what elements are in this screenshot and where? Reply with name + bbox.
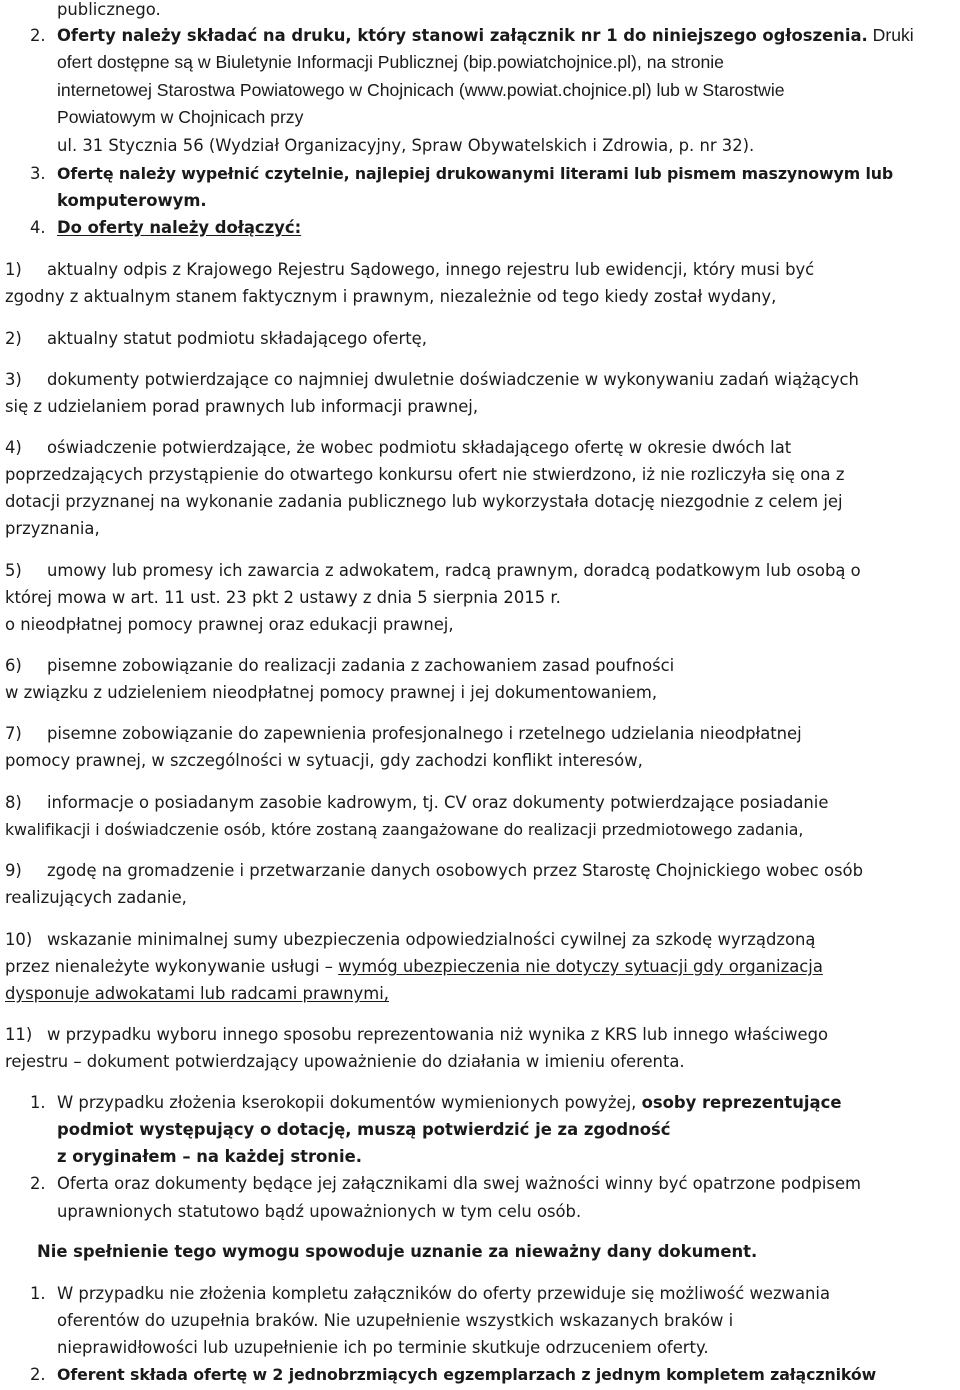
text-line: oferentów do uzupełnia braków. Nie uzupełnienie wszystkich wskazanych braków i <box>57 1311 734 1330</box>
attachment-4-line-1 <box>5 434 792 461</box>
text: dokumenty potwierdzające co najmniej dwuletnie doświadczenie w wykonywaniu zadań wiążących <box>47 370 859 389</box>
text-line: kwalifikacji i doświadczenie osób, które zostaną zaangażowane do realizacji przedmiotowego zadania, <box>5 820 804 839</box>
warning-text: Nie spełnienie tego wymogu spowoduje uznanie za nieważny dany dokument. <box>37 1242 758 1261</box>
attachment-3-line-1 <box>5 366 859 393</box>
text-line: publicznego. <box>57 0 161 19</box>
text-line: dotacji przyznanej na wykonanie zadania publicznego lub wykorzystała dotację niezgodnie z celem jej <box>5 492 843 511</box>
section-heading: Do oferty należy dołączyć: <box>57 218 302 237</box>
text: pisemne zobowiązanie do realizacji zadania z zachowaniem zasad poufności <box>47 656 675 675</box>
list-item-2-line-1 <box>30 22 914 49</box>
text-line: poprzedzających przystąpienie do otwartego konkursu ofert nie stwierdzono, iż nie rozliczyła się ona z <box>5 465 845 484</box>
text: oświadczenie potwierdzające, że wobec podmiotu składającego ofertę w okresie dwóch lat <box>47 438 792 457</box>
underlined-text: wymóg ubezpieczenia nie dotyczy sytuacji gdy organizacja <box>338 957 823 976</box>
bold-text: Oferent składa ofertę w 2 jednobrzmiących egzemplarzach z jednym kompletem załączników <box>57 1365 877 1384</box>
text: aktualny odpis z Krajowego Rejestru Sądowego, innego rejestru lub ewidencji, który musi być <box>47 260 815 279</box>
attachment-8-line-1 <box>5 789 829 816</box>
list-number: 7) <box>5 724 22 743</box>
note-1-line-1 <box>30 1280 830 1307</box>
underlined-text: dysponuje adwokatami lub radcami prawnymi, <box>5 984 389 1003</box>
attachment-2-line-1 <box>5 325 427 352</box>
text-line: ofert dostępne są w Biuletynie Informacji Publicznej (bip.powiatchojnice.pl), na stronie <box>57 52 724 72</box>
text-line: przyznania, <box>5 519 100 538</box>
text: aktualny statut podmiotu składającego ofertę, <box>47 329 427 348</box>
list-number: 3. <box>30 164 46 183</box>
list-number: 1. <box>30 1093 46 1112</box>
text: W przypadku złożenia kserokopii dokumentów wymienionych powyżej, <box>57 1093 642 1112</box>
list-item-4 <box>30 214 302 241</box>
list-number: 3) <box>5 370 22 389</box>
bold-text: osoby reprezentujące <box>641 1093 842 1112</box>
text-line: ul. 31 Stycznia 56 (Wydział Organizacyjny, Spraw Obywatelskich i Zdrowia, p. nr 32). <box>57 136 755 155</box>
text: Oferta oraz dokumenty będące jej załącznikami dla swej ważności winny być opatrzone podpisem <box>57 1174 862 1193</box>
list-number: 5) <box>5 561 22 580</box>
text-line: internetowej Starostwa Powiatowego w Chojnicach (www.powiat.chojnice.pl) lub w Starostwie <box>57 80 785 100</box>
text-line: o nieodpłatnej pomocy prawnej oraz edukacji prawnej, <box>5 615 454 634</box>
text-line: realizujących zadanie, <box>5 888 187 907</box>
attachment-10-line-1 <box>5 926 816 953</box>
text-line: Powiatowym w Chojnicach przy <box>57 107 304 127</box>
text-line: której mowa w art. 11 ust. 23 pkt 2 ustawy z dnia 5 sierpnia 2015 r. <box>5 588 561 607</box>
bold-text: komputerowym. <box>57 191 207 210</box>
list-number: 4. <box>30 218 46 237</box>
text: w przypadku wyboru innego sposobu reprezentowania niż wynika z KRS lub innego właściwego <box>47 1025 829 1044</box>
bold-text: z oryginałem – na każdej stronie. <box>57 1147 362 1166</box>
list-number: 10) <box>5 930 33 949</box>
text-line: się z udzielaniem porad prawnych lub informacji prawnej, <box>5 397 479 416</box>
note-1-line-1 <box>30 1089 842 1116</box>
text-line: w związku z udzieleniem nieodpłatnej pomocy prawnej i jej dokumentowaniem, <box>5 683 658 702</box>
attachment-6-line-1 <box>5 652 675 679</box>
list-number: 2) <box>5 329 22 348</box>
note-2-line-1 <box>30 1170 862 1197</box>
text-line: nieprawidłowości lub uzupełnienie ich po terminie skutkuje odrzuceniem oferty. <box>57 1338 709 1357</box>
list-number: 6) <box>5 656 22 675</box>
list-number: 1) <box>5 260 22 279</box>
list-number: 2. <box>30 1365 46 1384</box>
text-line: uprawnionych statutowo bądź upoważnionych w tym celu osób. <box>57 1202 582 1221</box>
text: umowy lub promesy ich zawarcia z adwokatem, radcą prawnym, doradcą podatkowym lub osobą o <box>47 561 861 580</box>
text: informacje o posiadanym zasobie kadrowym, tj. CV oraz dokumenty potwierdzające posiadanie <box>47 793 829 812</box>
text-line: pomocy prawnej, w szczególności w sytuacji, gdy zachodzi konflikt interesów, <box>5 751 643 770</box>
attachment-1-line-1 <box>5 256 815 283</box>
attachment-9-line-1 <box>5 857 863 884</box>
attachment-11-line-1 <box>5 1021 829 1048</box>
text: zgodę na gromadzenie i przetwarzanie danych osobowych przez Starostę Chojnickiego wobec osób <box>47 861 863 880</box>
bold-text: Oferty należy składać na druku, który stanowi załącznik nr 1 do niniejszego ogłoszenia. <box>57 26 868 45</box>
list-number: 9) <box>5 861 22 880</box>
list-number: 2. <box>30 1174 46 1193</box>
attachment-7-line-1 <box>5 720 802 747</box>
list-number: 8) <box>5 793 22 812</box>
text-line <box>5 953 823 980</box>
text: W przypadku nie złożenia kompletu załączników do oferty przewiduje się możliwość wezwania <box>57 1284 830 1303</box>
text-line: zgodny z aktualnym stanem faktycznym i prawnym, niezależnie od tego kiedy został wydany, <box>5 287 777 306</box>
list-item-3-line-1 <box>30 160 894 187</box>
bold-text: Ofertę należy wypełnić czytelnie, najlepiej drukowanymi literami lub pismem maszynowym lub <box>57 164 894 183</box>
note-2-line-1 <box>30 1361 877 1388</box>
text: Druki <box>867 25 914 45</box>
text: przez nienależyte wykonywanie usługi – <box>5 957 339 976</box>
text: wskazanie minimalnej sumy ubezpieczenia odpowiedzialności cywilnej za szkodę wyrządzoną <box>47 930 816 949</box>
attachment-5-line-1 <box>5 557 861 584</box>
text-line: rejestru – dokument potwierdzający upoważnienie do działania w imieniu oferenta. <box>5 1052 685 1071</box>
list-number: 11) <box>5 1025 33 1044</box>
text: pisemne zobowiązanie do zapewnienia profesjonalnego i rzetelnego udzielania nieodpłatnej <box>47 724 802 743</box>
bold-text: podmiot występujący o dotację, muszą potwierdzić je za zgodność <box>57 1120 671 1139</box>
list-number: 1. <box>30 1284 46 1303</box>
list-number: 2. <box>30 26 46 45</box>
list-number: 4) <box>5 438 22 457</box>
